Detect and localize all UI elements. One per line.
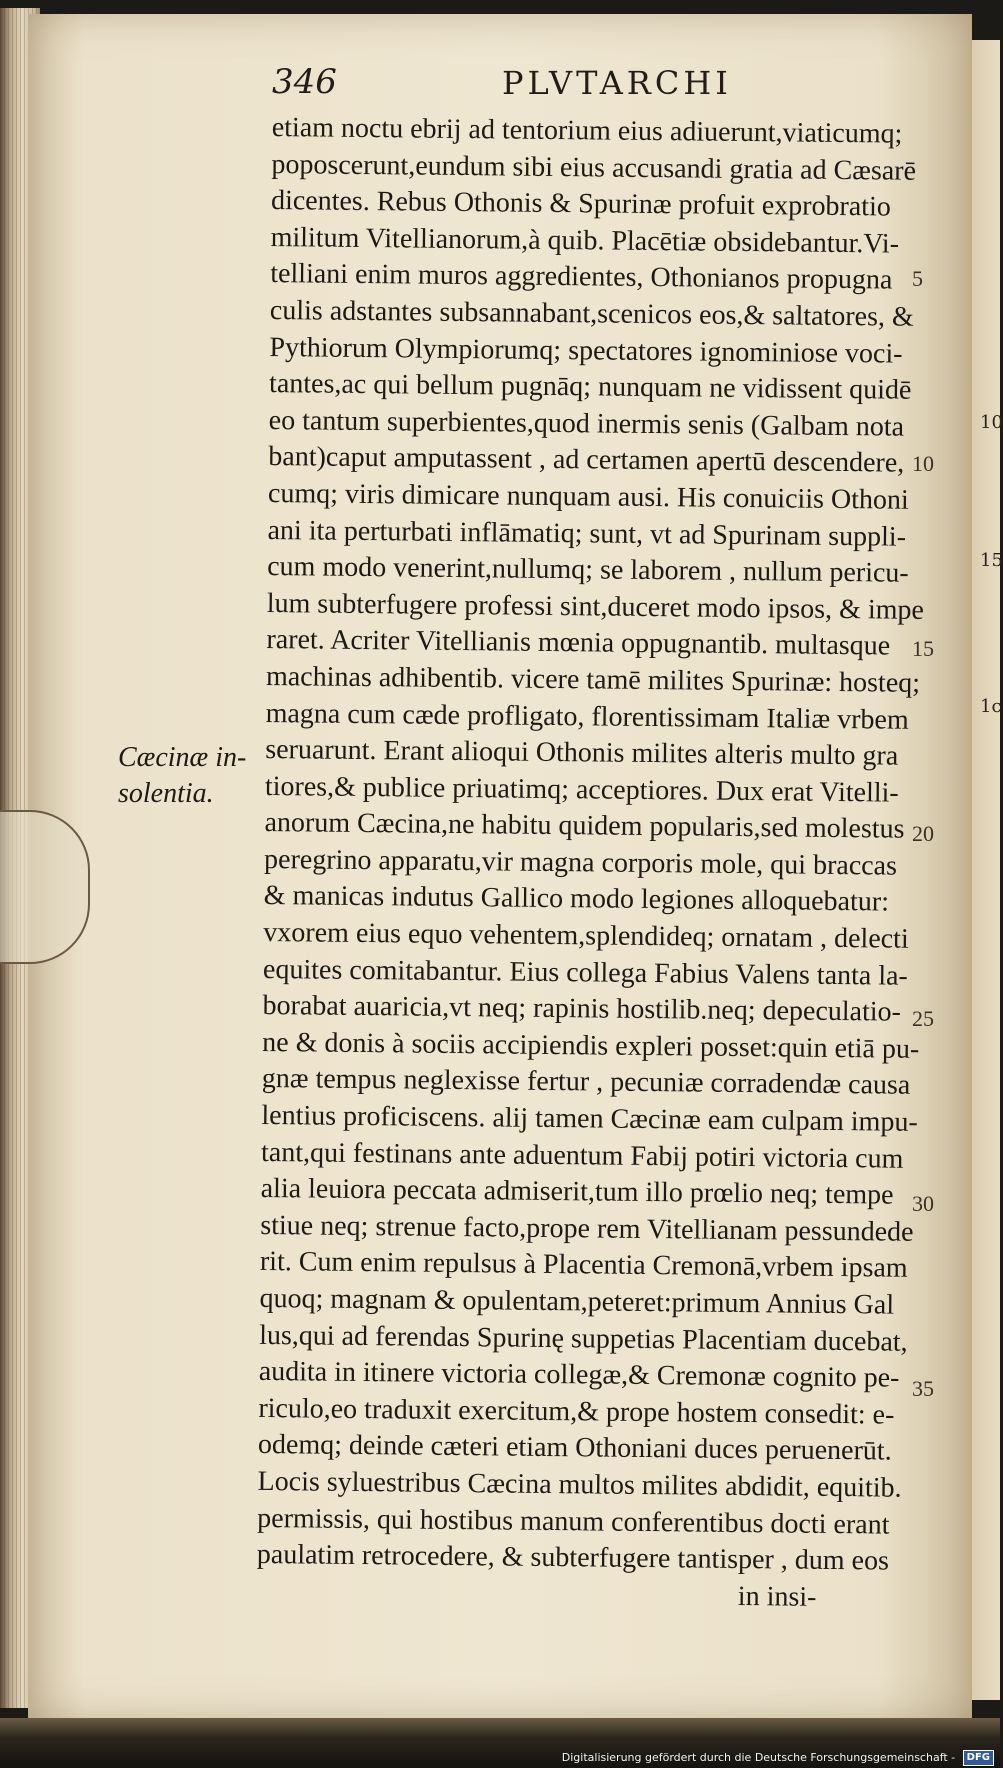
text-line: quoq; magnam & opulentam,peteret:primum Annius Gal — [259, 1282, 895, 1321]
text-line: militum Vitellianorum,à quib. Placētiæ obsidebantur.Vi- — [270, 221, 900, 260]
text-line: magna cum cæde profligato, florentissimam Italiæ vrbem — [265, 697, 909, 736]
text-line: poposcerunt,eundum sibi eius accusandi gratia ad Cæsarē — [271, 148, 917, 187]
line-number: 20 — [912, 821, 934, 846]
text-line: rit. Cum enim repulsus à Placentia Cremonā,vrbem ipsam — [259, 1246, 908, 1285]
text-line: cumq; viris dimicare nunquam ausi. His conuiciis Othoni — [267, 477, 909, 516]
text-line: lum subterfugere professi sint,duceret modo ipsos, & impe — [266, 587, 925, 626]
text-line: machinas adhibentib. vicere tamē milites Spurinæ: hosteq; — [265, 660, 921, 699]
text-line: in insi- — [737, 1580, 817, 1613]
text-line: Pythiorum Olympiorumq; spectatores ignominiose voci- — [269, 331, 903, 370]
text-line: tiores,& publice priuatimq; acceptiores. Dux erat Vitelli- — [264, 770, 899, 809]
text-line: dicentes. Rebus Othonis & Spurinæ profuit exprobratio — [270, 185, 892, 223]
text-line: permissis, qui hostibus manum conferentibus docti erant — [257, 1502, 890, 1541]
adjacent-page-fragment: 1c — [980, 696, 1002, 717]
line-number: 35 — [912, 1376, 934, 1401]
text-line: lus,qui ad ferendas Spurinę suppetias Placentiam ducebat, — [259, 1319, 908, 1358]
page-header — [272, 62, 772, 110]
text-line: audita in itinere victoria collegæ,& Cremonæ cognito pe- — [258, 1356, 900, 1394]
text-line: borabat auaricia,vt neq; rapinis hostilib.neq; depeculatio- — [262, 990, 902, 1028]
text-line: alia leuiora peccata admiserit,tum illo prœlio neq; tempe — [260, 1173, 894, 1211]
line-number: 5 — [912, 266, 923, 291]
text-line: tantes,ac qui bellum pugnāq; nunquam ne vidissent quidē — [268, 368, 912, 406]
text-line: gnæ tempus neglexisse fertur , pecuniæ corradendæ causa — [261, 1063, 911, 1102]
line-number: 10 — [912, 451, 934, 476]
body-text — [256, 110, 932, 1617]
text-line: bant)caput amputassent , ad certamen apertū descendere, — [268, 441, 905, 479]
line-number: 25 — [912, 1006, 934, 1031]
text-line: eo tantum superbientes,quod inermis senis (Galbam nota — [268, 404, 905, 443]
page-clip — [0, 810, 90, 964]
margin-note — [118, 740, 268, 812]
adjacent-page-fragment: 15 — [980, 550, 1003, 571]
text-line: equites comitabantur. Eius collega Fabius Valens tanta la- — [262, 953, 909, 992]
running-head: PLVTARCHI — [502, 64, 732, 102]
line-number: 15 — [912, 636, 934, 661]
text-line: peregrino apparatu,vir magna corporis mole, qui braccas — [263, 843, 898, 882]
page-number: 346 — [272, 62, 337, 102]
text-line: Locis syluestribus Cæcina multos milites abdidit, equitib. — [257, 1465, 902, 1504]
text-line: lentius proficiscens. alij tamen Cæcinæ eam culpam impu- — [261, 1099, 918, 1138]
text-line: telliani enim muros aggredientes, Othonianos propugna — [270, 258, 893, 296]
text-line: raret. Acriter Vitellianis mœnia oppugnantib. multasque — [266, 624, 891, 662]
text-line: seruarunt. Erant alioqui Othonis milites alteris multo gra — [265, 734, 899, 772]
digitization-credit — [562, 1748, 994, 1768]
text-line: anorum Cæcina,ne habitu quidem popularis,sed molestus — [264, 807, 905, 845]
text-line: cum modo venerint,nullumq; se laborem , nullum pericu- — [267, 551, 909, 589]
text-line: ani ita perturbati inflāmatiq; sunt, vt ad Spurinam suppli- — [267, 514, 907, 553]
adjacent-page-fragment: 10 — [980, 412, 1003, 433]
line-number: 30 — [912, 1191, 934, 1216]
text-line: & manicas indutus Gallico modo legiones alloquebatur: — [263, 880, 890, 918]
text-line: paulatim retrocedere, & subterfugere tantisper , dum eos — [256, 1539, 890, 1577]
credit-text: Digitalisierung gefördert durch die Deutsche Forschungsgemeinschaft - — [561, 1751, 956, 1764]
text-line: culis adstantes subsannabant,scenicos eos,& saltatores, & — [269, 294, 914, 333]
margin-note-line: solentia. — [118, 778, 214, 809]
text-line: riculo,eo traduxit exercitum,& prope hostem consedit: e- — [258, 1392, 895, 1431]
text-line: odemq; deinde cæteri etiam Othoniani duces peruenerūt. — [257, 1429, 892, 1467]
text-line: vxorem eius equo vehentem,splendideq; ornatam , delecti — [263, 917, 909, 955]
dfg-logo: DFG — [963, 1750, 994, 1766]
text-line: ne & donis à sociis accipiendis expleri posset:quin etiā pu- — [262, 1026, 920, 1065]
margin-note-line: Cæcinæ in- — [118, 742, 247, 773]
text-line: stiue neq; strenue facto,prope rem Vitellianam pessundede — [260, 1209, 914, 1248]
text-line: etiam noctu ebrij ad tentorium eius adiuerunt,viaticumq; — [271, 111, 903, 150]
text-line: tant,qui festinans ante aduentum Fabij potiri victoria cum — [260, 1136, 904, 1175]
